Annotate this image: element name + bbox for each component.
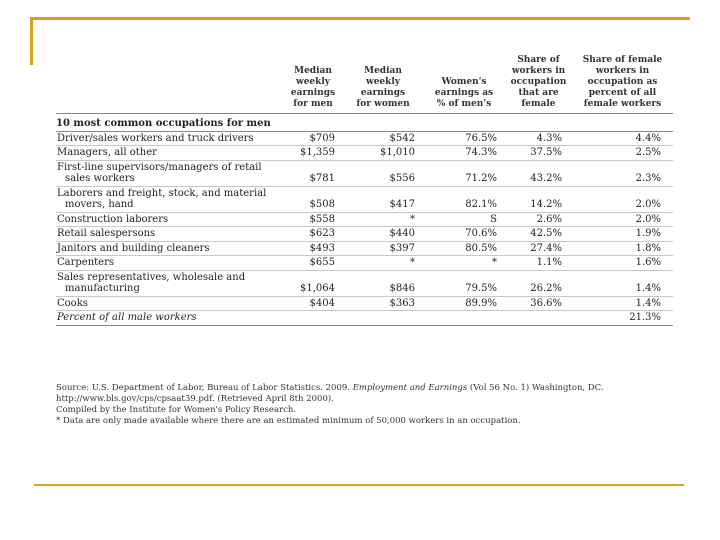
empty-cell: [283, 311, 343, 326]
median-men-cell: $508: [283, 186, 343, 212]
share-of-all-female-cell: 2.0%: [572, 186, 673, 212]
empty-cell: [423, 311, 505, 326]
median-women-cell: $556: [343, 160, 423, 186]
share-of-all-female-cell: 2.0%: [572, 212, 673, 227]
women-pct-cell: 89.9%: [423, 296, 505, 311]
total-value: 21.3%: [572, 311, 673, 326]
total-label: Percent of all male workers: [56, 311, 283, 326]
women-pct-cell: 82.1%: [423, 186, 505, 212]
table-row: [56, 146, 673, 161]
occupation-label: [56, 241, 283, 256]
occupation-name-continued: manufacturing: [65, 283, 140, 294]
header-median-women: Median weekly earnings for women: [343, 55, 423, 114]
median-men-cell: $623: [283, 227, 343, 242]
table-row: [56, 131, 673, 146]
occupation-label: [56, 160, 283, 186]
occupation-name: Driver/sales workers and truck drivers: [57, 132, 254, 144]
header-share-female: Share of workers in occupation that are female: [505, 55, 572, 114]
source-suffix: (Vol 56 No. 1) Washington, DC.: [467, 383, 604, 393]
median-men-cell: $493: [283, 241, 343, 256]
share-female-cell: 36.6%: [505, 296, 572, 311]
occupation-name: Janitors and building cleaners: [57, 242, 210, 254]
share-female-cell: 4.3%: [505, 131, 572, 146]
women-pct-cell: 80.5%: [423, 241, 505, 256]
table-row: [56, 241, 673, 256]
women-pct-cell: 79.5%: [423, 270, 505, 296]
median-women-cell: $440: [343, 227, 423, 242]
occupation-label: [56, 270, 283, 296]
median-women-cell: *: [343, 256, 423, 271]
share-female-cell: 37.5%: [505, 146, 572, 161]
occupation-name: Carpenters: [57, 257, 115, 268]
share-female-cell: 1.1%: [505, 256, 572, 271]
header-women-pct-of-men: Women's earnings as % of men's: [423, 55, 505, 114]
table-row: [56, 186, 673, 212]
share-of-all-female-cell: 1.6%: [572, 256, 673, 271]
occupation-label: [56, 186, 283, 212]
median-women-cell: *: [343, 212, 423, 227]
share-female-cell: 2.6%: [505, 212, 572, 227]
footnote: * Data are only made available where there are an estimated minimum of 50,000 workers in an occupation.: [56, 416, 521, 426]
header-median-men: Median weekly earnings for men: [283, 55, 343, 114]
median-women-cell: $542: [343, 131, 423, 146]
share-of-all-female-cell: 1.9%: [572, 227, 673, 242]
share-of-all-female-cell: 1.4%: [572, 270, 673, 296]
women-pct-cell: 74.3%: [423, 146, 505, 161]
occupation-name: First-line supervisors/managers of retail: [57, 161, 262, 173]
median-women-cell: $846: [343, 270, 423, 296]
share-female-cell: 26.2%: [505, 270, 572, 296]
median-men-cell: $1,359: [283, 146, 343, 161]
header-row: [56, 55, 673, 114]
total-row: [56, 311, 673, 326]
occupation-label: [56, 131, 283, 146]
occupation-name: Construction laborers: [57, 213, 169, 225]
women-pct-cell: S: [423, 212, 505, 227]
median-men-cell: $781: [283, 160, 343, 186]
median-women-cell: $397: [343, 241, 423, 256]
occupation-label: [56, 227, 283, 242]
occupation-label: [56, 146, 283, 161]
median-men-cell: $404: [283, 296, 343, 311]
occupation-name: Cooks: [57, 297, 88, 309]
share-female-cell: 27.4%: [505, 241, 572, 256]
source-notes: [56, 383, 686, 427]
source-line: [56, 383, 686, 394]
table-row: [56, 212, 673, 227]
decorative-bottom-rule: [34, 484, 684, 486]
source-url: http://www.bls.gov/cps/cpsaat39.pdf. (Retrieved April 8th 2000).: [56, 394, 334, 404]
header-share-of-all-female: Share of female workers in occupation as percent of all female workers: [572, 55, 673, 114]
share-of-all-female-cell: 1.8%: [572, 241, 673, 256]
occupation-label: [56, 256, 283, 271]
occupation-name-continued: sales workers: [65, 173, 135, 184]
table-row: [56, 296, 673, 311]
empty-cell: [505, 311, 572, 326]
median-women-cell: $363: [343, 296, 423, 311]
median-women-cell: $1,010: [343, 146, 423, 161]
occupation-label: [56, 212, 283, 227]
section-title-row: [56, 114, 673, 132]
share-of-all-female-cell: 2.5%: [572, 146, 673, 161]
share-female-cell: 43.2%: [505, 160, 572, 186]
share-female-cell: 42.5%: [505, 227, 572, 242]
section-title: 10 most common occupations for men: [56, 114, 673, 132]
table-row: [56, 256, 673, 271]
share-of-all-female-cell: 1.4%: [572, 296, 673, 311]
occupation-name: Managers, all other: [57, 147, 157, 158]
source-prefix: Source: U.S. Department of Labor, Bureau of Labor Statistics. 2009.: [56, 383, 353, 393]
median-women-cell: $417: [343, 186, 423, 212]
earnings-table: [56, 55, 673, 326]
occupation-name: Laborers and freight, stock, and material: [57, 187, 267, 199]
table-row: [56, 227, 673, 242]
occupation-name: Sales representatives, wholesale and: [57, 271, 246, 283]
empty-cell: [343, 311, 423, 326]
source-title: Employment and Earnings: [352, 383, 468, 393]
women-pct-cell: 71.2%: [423, 160, 505, 186]
decorative-left-bar: [30, 17, 33, 65]
earnings-table-container: [56, 55, 676, 326]
table-row: [56, 160, 673, 186]
occupation-label: [56, 296, 283, 311]
median-men-cell: $655: [283, 256, 343, 271]
occupation-name: Retail salespersons: [57, 228, 156, 239]
women-pct-cell: 76.5%: [423, 131, 505, 146]
women-pct-cell: *: [423, 256, 505, 271]
compiled-by: Compiled by the Institute for Women's Policy Research.: [56, 405, 297, 415]
share-of-all-female-cell: 2.3%: [572, 160, 673, 186]
table-row: [56, 270, 673, 296]
header-occupation: [56, 55, 283, 114]
median-men-cell: $1,064: [283, 270, 343, 296]
median-men-cell: $709: [283, 131, 343, 146]
occupation-name-continued: movers, hand: [65, 199, 134, 210]
median-men-cell: $558: [283, 212, 343, 227]
share-female-cell: 14.2%: [505, 186, 572, 212]
decorative-top-rule: [30, 17, 690, 20]
share-of-all-female-cell: 4.4%: [572, 131, 673, 146]
women-pct-cell: 70.6%: [423, 227, 505, 242]
